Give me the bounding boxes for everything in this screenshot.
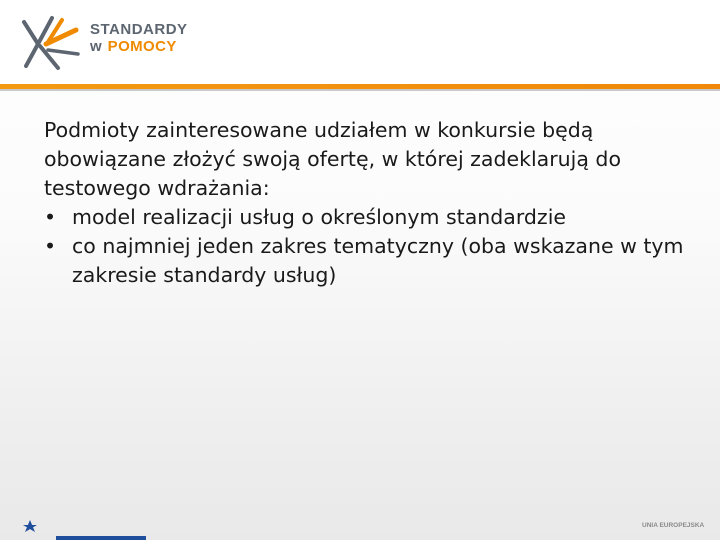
bullet-text: co najmniej jeden zakres tematyczny (oba wskazane w tym zakresie standardy usług) <box>72 234 684 287</box>
list-item <box>44 203 694 232</box>
intro-paragraph: Podmioty zainteresowane udziałem w konkursie będą obowiązane złożyć swoją ofertę, w której zadeklarują do testowego wdrażania: <box>44 118 621 200</box>
header-divider <box>0 89 720 91</box>
logo-line-w-pomocy <box>90 39 188 54</box>
bullet-list <box>44 203 694 290</box>
bullet-icon: • <box>44 205 57 229</box>
logo-line-standardy: STANDARDY <box>90 21 188 38</box>
logo-word-pomocy: POMOCY <box>107 38 177 55</box>
logo-text <box>90 22 188 54</box>
logo-word-w: w <box>90 38 102 55</box>
footer-eu-label: UNIA EUROPEJSKA <box>642 522 705 529</box>
list-item <box>44 232 694 290</box>
header <box>0 0 720 86</box>
bullet-text: model realizacji usług o określonym standardzie <box>72 205 567 229</box>
bullet-icon: • <box>44 234 57 258</box>
footer-emblem-icon <box>14 516 154 540</box>
standardy-logo-icon <box>18 14 84 72</box>
slide-content <box>44 116 694 290</box>
